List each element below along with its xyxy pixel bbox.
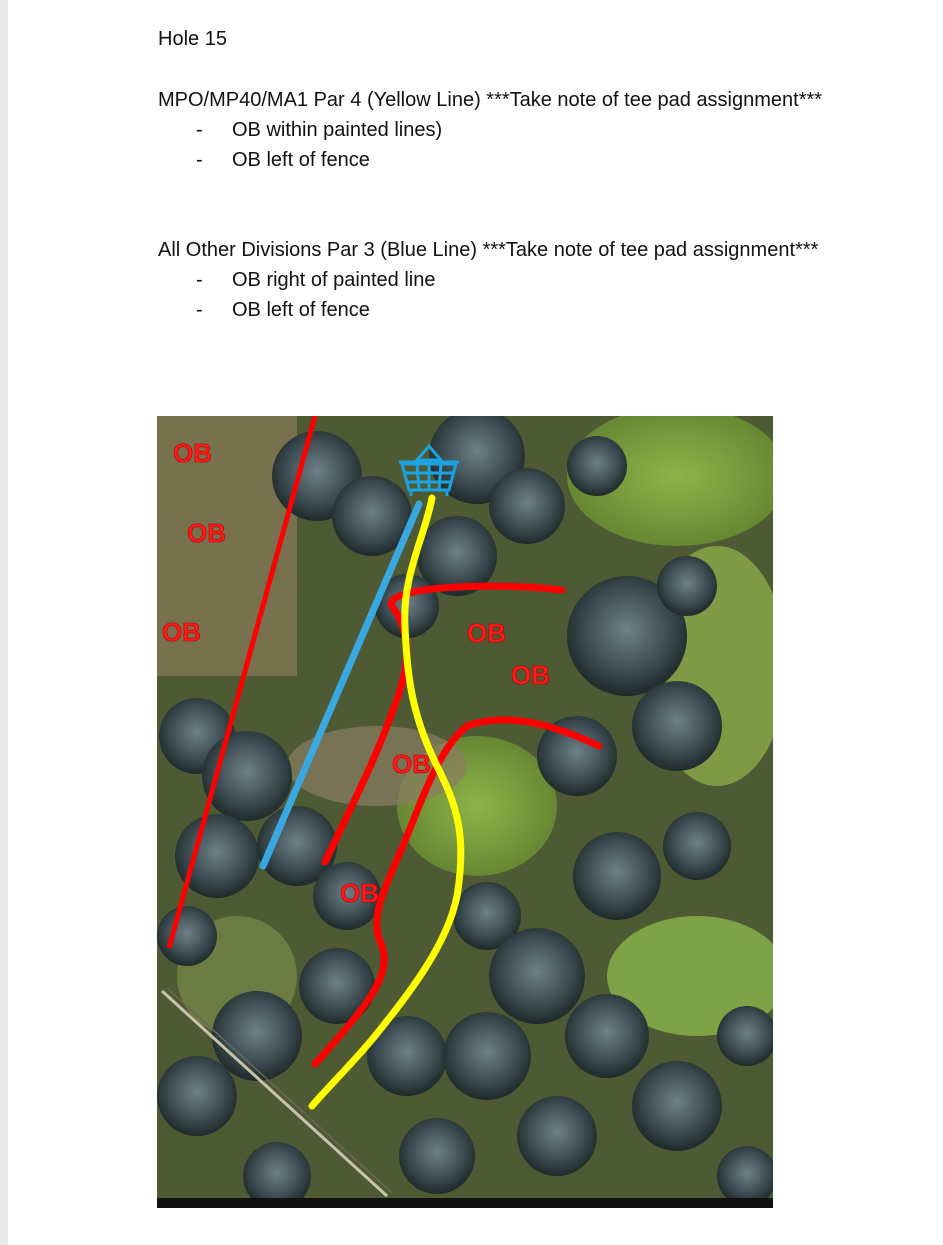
hole-title: Hole 15: [158, 28, 227, 50]
par4-bullet-1: [196, 119, 442, 142]
ob-label: OB: [392, 749, 431, 779]
par3-bullet-1: [196, 269, 435, 292]
ob-label: OB: [511, 660, 550, 690]
hole-map: [157, 416, 773, 1208]
bullet-dash: -: [196, 119, 203, 141]
par4-bullet-2: [196, 149, 370, 172]
bullet-text: OB right of painted line: [232, 269, 436, 291]
par3-heading: All Other Divisions Par 3 (Blue Line) ***Take note of tee pad assignment***: [158, 239, 819, 261]
par4-heading: MPO/MP40/MA1 Par 4 (Yellow Line) ***Take note of tee pad assignment***: [158, 89, 823, 111]
image-bottom-edge: [157, 1198, 773, 1208]
aerial-map-svg: [157, 416, 773, 1208]
par3-bullet-2: [196, 299, 370, 322]
ob-label: OB: [340, 878, 379, 908]
bullet-dash: -: [196, 269, 203, 291]
bullet-dash: -: [196, 149, 203, 171]
bullet-text: OB within painted lines): [232, 119, 443, 141]
bullet-text: OB left of fence: [232, 149, 370, 171]
bullet-dash: -: [196, 299, 203, 321]
ob-label: OB: [173, 438, 212, 468]
ob-label: OB: [467, 618, 506, 648]
ob-label: OB: [187, 518, 226, 548]
ob-label: OB: [162, 617, 201, 647]
bullet-text: OB left of fence: [232, 299, 370, 321]
